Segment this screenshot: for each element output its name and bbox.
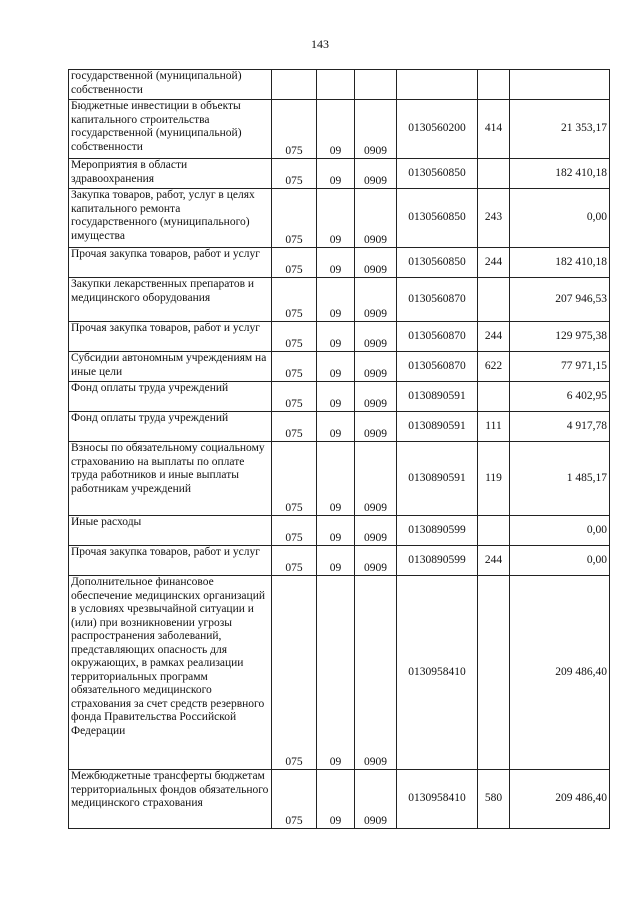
section-code-cell: 09 [317, 189, 355, 248]
target-article-cell: 0130560200 [397, 100, 478, 159]
grbs-code-cell: 075 [272, 159, 317, 189]
subsection-code-cell: 0909 [355, 576, 397, 770]
subsection-code-cell: 0909 [355, 412, 397, 442]
amount-cell: 182 410,18 [510, 159, 610, 189]
grbs-code-cell: 075 [272, 442, 317, 516]
expense-type-cell [478, 516, 510, 546]
section-code-cell [317, 70, 355, 100]
amount-cell: 207 946,53 [510, 278, 610, 322]
table-row [69, 248, 610, 278]
expense-name-cell: Фонд оплаты труда учреждений [69, 412, 272, 442]
subsection-code-cell: 0909 [355, 546, 397, 576]
expense-name-cell: Закупки лекарственных препаратов и медицинского оборудования [69, 278, 272, 322]
section-code-cell: 09 [317, 546, 355, 576]
expense-name-cell: Мероприятия в области здравоохранения [69, 159, 272, 189]
expense-type-cell: 119 [478, 442, 510, 516]
table-row [69, 70, 610, 100]
section-code-cell: 09 [317, 352, 355, 382]
grbs-code-cell: 075 [272, 412, 317, 442]
table-row [69, 516, 610, 546]
target-article-cell: 0130890599 [397, 546, 478, 576]
expense-type-cell [478, 576, 510, 770]
subsection-code-cell: 0909 [355, 352, 397, 382]
expense-name-cell: государственной (муниципальной) собственности [69, 70, 272, 100]
subsection-code-cell: 0909 [355, 516, 397, 546]
grbs-code-cell: 075 [272, 189, 317, 248]
expense-type-cell: 111 [478, 412, 510, 442]
table-row [69, 546, 610, 576]
expense-type-cell [478, 70, 510, 100]
target-article-cell: 0130560870 [397, 322, 478, 352]
amount-cell: 1 485,17 [510, 442, 610, 516]
table-row [69, 189, 610, 248]
expense-type-cell: 580 [478, 770, 510, 829]
table-row [69, 442, 610, 516]
target-article-cell: 0130560870 [397, 352, 478, 382]
target-article-cell [397, 70, 478, 100]
amount-cell: 129 975,38 [510, 322, 610, 352]
budget-table [68, 69, 610, 829]
target-article-cell: 0130958410 [397, 770, 478, 829]
table-row [69, 100, 610, 159]
amount-cell: 182 410,18 [510, 248, 610, 278]
amount-cell: 0,00 [510, 546, 610, 576]
amount-cell: 4 917,78 [510, 412, 610, 442]
expense-name-cell: Прочая закупка товаров, работ и услуг [69, 322, 272, 352]
subsection-code-cell: 0909 [355, 322, 397, 352]
grbs-code-cell: 075 [272, 516, 317, 546]
target-article-cell: 0130560870 [397, 278, 478, 322]
table-row [69, 322, 610, 352]
target-article-cell: 0130560850 [397, 248, 478, 278]
grbs-code-cell: 075 [272, 322, 317, 352]
section-code-cell: 09 [317, 159, 355, 189]
subsection-code-cell: 0909 [355, 100, 397, 159]
amount-cell: 6 402,95 [510, 382, 610, 412]
expense-type-cell [478, 382, 510, 412]
subsection-code-cell: 0909 [355, 248, 397, 278]
expense-name-cell: Закупка товаров, работ, услуг в целях капитального ремонта государственного (муниципального) имущества [69, 189, 272, 248]
expense-name-cell: Прочая закупка товаров, работ и услуг [69, 248, 272, 278]
target-article-cell: 0130958410 [397, 576, 478, 770]
expense-name-cell: Иные расходы [69, 516, 272, 546]
expense-name-cell: Субсидии автономным учреждениям на иные цели [69, 352, 272, 382]
subsection-code-cell: 0909 [355, 278, 397, 322]
grbs-code-cell: 075 [272, 352, 317, 382]
section-code-cell: 09 [317, 248, 355, 278]
expense-type-cell: 244 [478, 546, 510, 576]
expense-type-cell: 622 [478, 352, 510, 382]
grbs-code-cell: 075 [272, 248, 317, 278]
grbs-code-cell [272, 70, 317, 100]
table-row [69, 159, 610, 189]
table-row [69, 382, 610, 412]
amount-cell: 209 486,40 [510, 576, 610, 770]
amount-cell: 209 486,40 [510, 770, 610, 829]
target-article-cell: 0130560850 [397, 189, 478, 248]
section-code-cell: 09 [317, 442, 355, 516]
expense-name-cell: Прочая закупка товаров, работ и услуг [69, 546, 272, 576]
amount-cell: 21 353,17 [510, 100, 610, 159]
section-code-cell: 09 [317, 322, 355, 352]
amount-cell: 0,00 [510, 189, 610, 248]
amount-cell [510, 70, 610, 100]
table-row [69, 352, 610, 382]
expense-name-cell: Фонд оплаты труда учреждений [69, 382, 272, 412]
amount-cell: 0,00 [510, 516, 610, 546]
expense-name-cell: Дополнительное финансовое обеспечение медицинских организаций в условиях чрезвычайной ситуации и (или) при возникновении угрозы распространения заболеваний, представляющих опасность для окружающих, в рамках реализации территориальных программ обязательного медицинского страхования за счет средств резервного фонда Правительства Российской Федерации [69, 576, 272, 770]
expense-type-cell: 243 [478, 189, 510, 248]
expense-type-cell [478, 278, 510, 322]
subsection-code-cell: 0909 [355, 159, 397, 189]
expense-type-cell: 244 [478, 322, 510, 352]
table-body [69, 70, 610, 829]
table-row [69, 576, 610, 770]
grbs-code-cell: 075 [272, 100, 317, 159]
section-code-cell: 09 [317, 412, 355, 442]
section-code-cell: 09 [317, 100, 355, 159]
target-article-cell: 0130890591 [397, 382, 478, 412]
section-code-cell: 09 [317, 278, 355, 322]
table-row [69, 770, 610, 829]
subsection-code-cell: 0909 [355, 442, 397, 516]
target-article-cell: 0130560850 [397, 159, 478, 189]
grbs-code-cell: 075 [272, 382, 317, 412]
section-code-cell: 09 [317, 382, 355, 412]
expense-type-cell: 414 [478, 100, 510, 159]
expense-type-cell: 244 [478, 248, 510, 278]
grbs-code-cell: 075 [272, 576, 317, 770]
expense-type-cell [478, 159, 510, 189]
table-row [69, 412, 610, 442]
target-article-cell: 0130890591 [397, 412, 478, 442]
amount-cell: 77 971,15 [510, 352, 610, 382]
expense-name-cell: Межбюджетные трансферты бюджетам территориальных фондов обязательного медицинского страхования [69, 770, 272, 829]
grbs-code-cell: 075 [272, 278, 317, 322]
expense-name-cell: Взносы по обязательному социальному страхованию на выплаты по оплате труда работников и иные выплаты работникам учреждений [69, 442, 272, 516]
grbs-code-cell: 075 [272, 546, 317, 576]
section-code-cell: 09 [317, 576, 355, 770]
section-code-cell: 09 [317, 516, 355, 546]
section-code-cell: 09 [317, 770, 355, 829]
target-article-cell: 0130890599 [397, 516, 478, 546]
subsection-code-cell: 0909 [355, 189, 397, 248]
table-row [69, 278, 610, 322]
expense-name-cell: Бюджетные инвестиции в объекты капитального строительства государственной (муниципальной) собственности [69, 100, 272, 159]
subsection-code-cell: 0909 [355, 770, 397, 829]
subsection-code-cell: 0909 [355, 382, 397, 412]
page-number: 143 [311, 37, 329, 51]
target-article-cell: 0130890591 [397, 442, 478, 516]
grbs-code-cell: 075 [272, 770, 317, 829]
subsection-code-cell [355, 70, 397, 100]
